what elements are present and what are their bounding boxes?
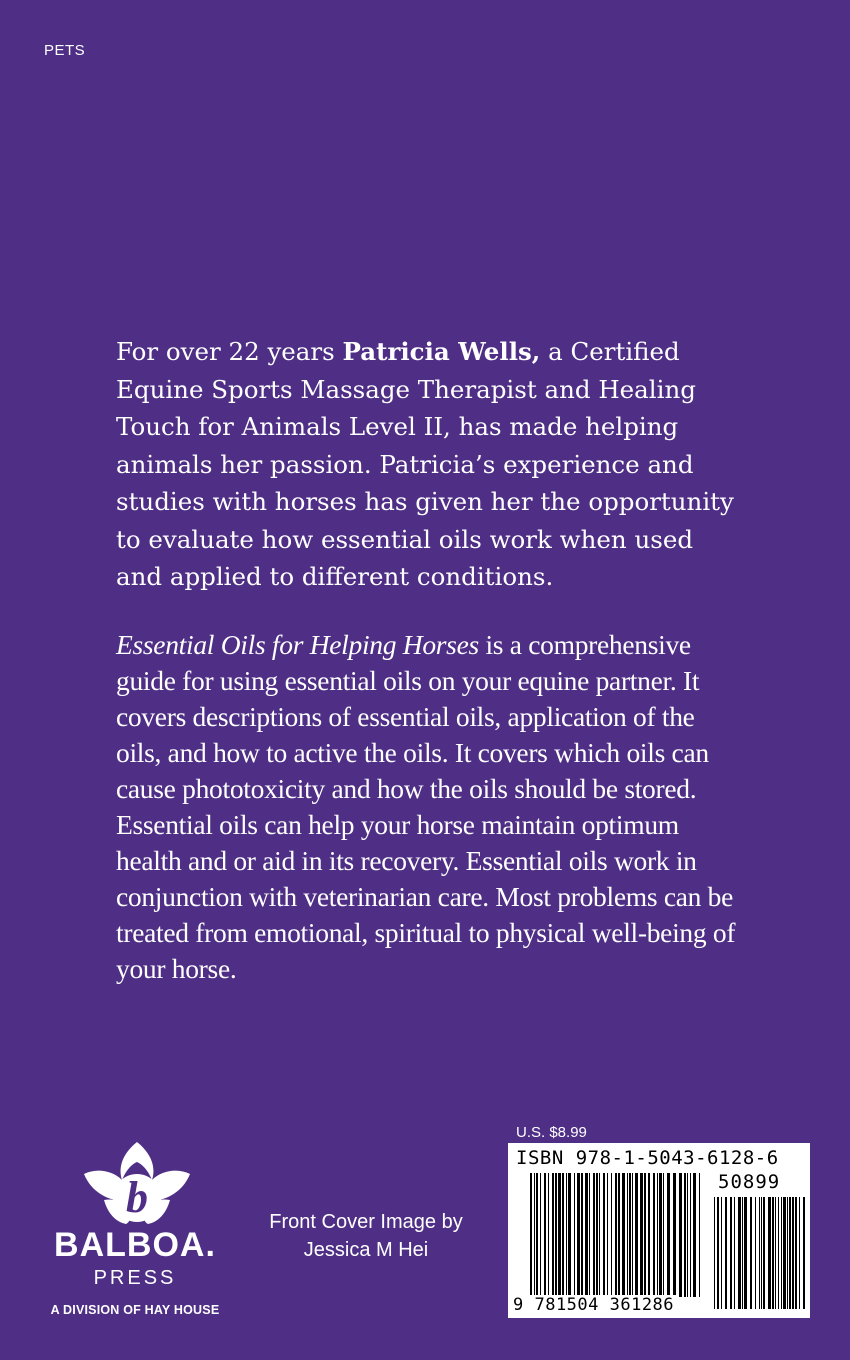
barcode-bar — [653, 1173, 655, 1297]
barcode-bar — [775, 1197, 776, 1309]
cover-image-credit: Front Cover Image by Jessica M Hei — [269, 1211, 463, 1261]
barcode-bar — [632, 1173, 633, 1297]
barcode-bar — [693, 1173, 696, 1297]
barcode-bar — [603, 1173, 605, 1297]
barcode-bar — [803, 1197, 805, 1309]
barcode-bar — [755, 1197, 756, 1309]
barcode-bar — [761, 1197, 762, 1309]
lotus-icon — [82, 1140, 192, 1225]
back-cover-blurb — [116, 333, 736, 987]
category-label: PETS — [44, 42, 86, 59]
barcode-bar — [787, 1197, 788, 1309]
barcode-bar — [611, 1173, 612, 1297]
barcode-bars — [508, 1143, 810, 1318]
author-name: Patricia Wells, — [342, 337, 541, 366]
barcode-bar — [699, 1173, 700, 1297]
barcode-bar — [615, 1173, 617, 1297]
barcode-bar — [555, 1173, 557, 1297]
barcode-bar — [566, 1173, 567, 1297]
barcode-bar — [635, 1173, 638, 1297]
barcode-bar — [581, 1173, 583, 1297]
author-bio-paragraph: For over 22 years Patricia Wells, a Certified Equine Sports Massage Therapist and Healing Touch for Animals Level II, has made helping animals her passion. Patricia’s experience and studies with horses has given her the opportunity to evaluate how essential oils work when used and applied to different conditions. — [116, 337, 734, 591]
isbn-label: ISBN 978-1-5043-6128-6 — [516, 1147, 779, 1169]
barcode-bar — [789, 1197, 791, 1309]
barcode-bar — [574, 1173, 575, 1297]
barcode-bar — [687, 1173, 688, 1297]
price-label: U.S. $8.99 — [516, 1124, 587, 1141]
barcode-bar — [759, 1197, 760, 1309]
barcode-bar — [738, 1197, 741, 1309]
barcode-bar — [659, 1173, 662, 1297]
publisher-logo — [34, 1140, 234, 1330]
barcode-bar — [667, 1173, 670, 1297]
barcode-bar — [593, 1173, 595, 1297]
ean-digits: 9 781504 361286 — [513, 1295, 675, 1315]
barcode-bar — [648, 1173, 650, 1297]
barcode-bar — [585, 1173, 588, 1297]
barcode-bar — [568, 1173, 571, 1297]
barcode-bar — [644, 1173, 646, 1297]
barcode-bar — [730, 1197, 732, 1309]
barcode-bar — [663, 1173, 664, 1297]
barcode-bar — [795, 1197, 797, 1309]
barcode-bar — [792, 1197, 794, 1309]
barcode-bar — [589, 1173, 590, 1297]
barcode-bar — [544, 1173, 546, 1297]
barcode-bar — [673, 1173, 676, 1297]
barcode-bar — [714, 1197, 715, 1309]
barcode-bar — [577, 1173, 580, 1297]
barcode-bar — [540, 1173, 541, 1297]
logo-letter: b — [126, 1173, 148, 1222]
barcode-bar — [536, 1173, 538, 1297]
publisher-name: BALBOA. — [54, 1226, 216, 1264]
barcode-bar — [778, 1197, 779, 1309]
publisher-division: A DIVISION OF HAY HOUSE — [50, 1303, 220, 1317]
barcode-bar — [562, 1173, 564, 1297]
book-title: Essential Oils for Helping Horses — [116, 628, 479, 660]
isbn-barcode — [508, 1143, 810, 1318]
barcode-bar — [742, 1197, 743, 1309]
barcode-bar — [772, 1197, 774, 1309]
barcode-bar — [599, 1173, 600, 1297]
barcode-bar — [629, 1173, 631, 1297]
barcode-bar — [744, 1197, 747, 1309]
publisher-imprint: PRESS — [93, 1267, 177, 1289]
barcode-bar — [627, 1173, 628, 1297]
barcode-bar — [721, 1197, 722, 1309]
barcode-bar — [618, 1173, 620, 1297]
barcode-bar — [763, 1197, 765, 1309]
barcode-bar — [781, 1197, 782, 1309]
barcode-bar — [799, 1197, 800, 1309]
addon-code: 50899 — [718, 1171, 781, 1193]
barcode-bar — [783, 1197, 786, 1309]
barcode-bar — [622, 1173, 625, 1297]
barcode-bar — [717, 1197, 719, 1309]
barcode-bar — [596, 1173, 598, 1297]
barcode-bar — [607, 1173, 608, 1297]
barcode-bar — [684, 1173, 686, 1297]
barcode-bar — [679, 1173, 682, 1297]
barcode-bar — [750, 1197, 752, 1309]
book-description-paragraph: Essential Oils for Helping Horses is a comprehensive guide for using essential oils on your equine partner. It covers descriptions of essential oils, application of the oils, and how to active the oils. It covers which oils can cause phototoxicity and how the oils should be stored. Essential oils can help your horse maintain optimum health and or aid in its recovery. Essential oils work in conjunction with veterinarian care. Most problems can be treated from emotional, spiritual to physical well-being of your horse. — [116, 628, 736, 984]
barcode-bar — [548, 1173, 549, 1297]
barcode-bar — [530, 1173, 532, 1297]
barcode-bar — [552, 1173, 554, 1297]
barcode-bar — [640, 1173, 643, 1297]
barcode-bar — [558, 1173, 561, 1297]
barcode-bar — [534, 1173, 535, 1297]
barcode-bar — [734, 1197, 735, 1309]
barcode-bar — [768, 1197, 771, 1309]
barcode-bar — [690, 1173, 691, 1297]
barcode-bar — [725, 1197, 727, 1309]
barcode-bar — [657, 1173, 658, 1297]
